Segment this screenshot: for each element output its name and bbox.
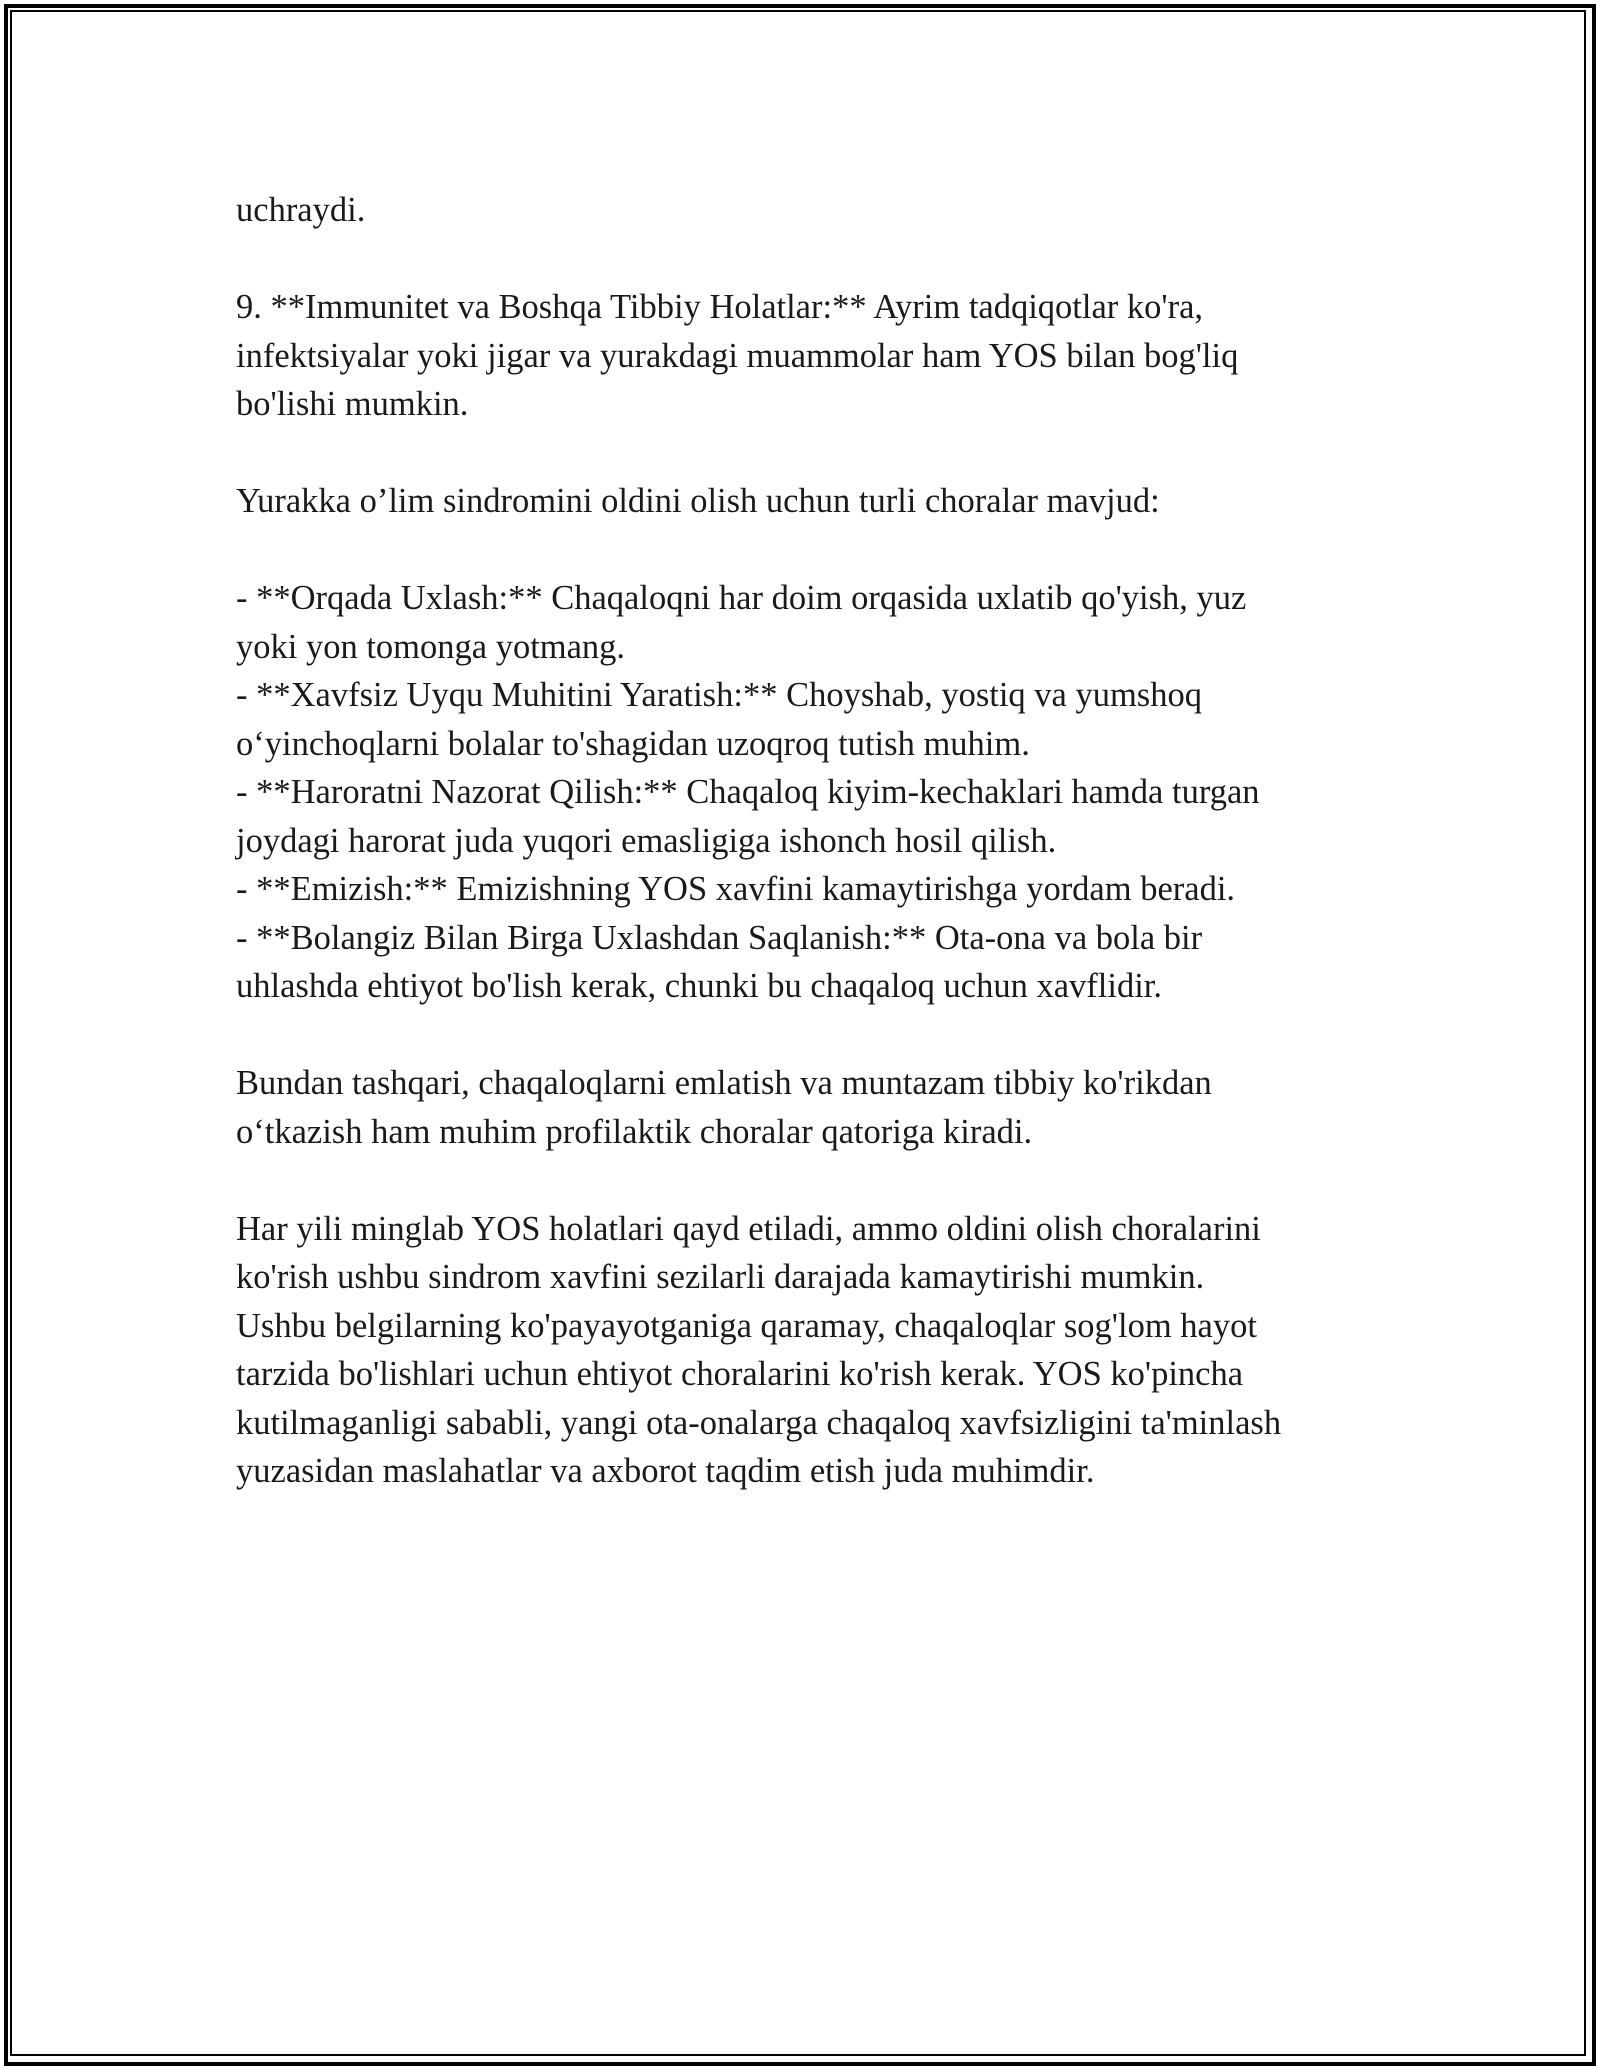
paragraph-gap (236, 429, 1366, 478)
text-line: bo'lishi mumkin. (236, 385, 469, 423)
paragraph-gap (236, 1156, 1366, 1205)
text-line: yuzasidan maslahatlar va axborot taqdim etish juda muhimdir. (236, 1452, 1095, 1490)
text-line: - **Xavfsiz Uyqu Muhitini Yaratish:** Choyshab, yostiq va yumshoq (236, 676, 1202, 714)
text-line: o‘yinchoqlarni bolalar to'shagidan uzoqroq tutish muhim. (236, 724, 1030, 763)
paragraph-gap (236, 526, 1366, 575)
text-line: Bundan tashqari, chaqaloqlarni emlatish va muntazam tibbiy ko'rikdan (236, 1064, 1212, 1102)
text-line: - **Bolangiz Bilan Birga Uxlashdan Saqlanish:** Ota-ona va bola bir (236, 918, 1203, 957)
text-line: yoki yon tomonga yotmang. (236, 627, 626, 666)
paragraph-gap (236, 235, 1366, 284)
text-line: ko'rish ushbu sindrom xavfini sezilarli darajada kamaytirishi mumkin. (236, 1258, 1205, 1296)
text-line: uchraydi. (236, 191, 366, 229)
text-line: infektsiyalar yoki jigar va yurakdagi muammolar ham YOS bilan bog'liq (236, 336, 1239, 375)
text-line: kutilmaganligi sababli, yangi ota-onalarga chaqaloq xavfsizligini ta'minlash (236, 1403, 1282, 1442)
text-line: 9. **Immunitet va Boshqa Tibbiy Holatlar:** Ayrim tadqiqotlar ko'ra, (236, 288, 1204, 326)
text-line: o‘tkazish ham muhim profilaktik choralar qatoriga kiradi. (236, 1112, 1033, 1151)
text-line: Har yili minglab YOS holatlari qayd etiladi, ammo oldini olish choralarini (236, 1209, 1261, 1248)
text-line: - **Emizish:** Emizishning YOS xavfini kamaytirishga yordam beradi. (236, 870, 1236, 908)
document-body (236, 186, 1366, 1496)
text-line: Yurakka o’lim sindromini oldini olish uchun turli choralar mavjud: (236, 482, 1160, 520)
text-line: tarzida bo'lishlari uchun ehtiyot choralarini ko'rish kerak. YOS ko'pincha (236, 1355, 1244, 1393)
text-line: joydagi harorat juda yuqori emasligiga ishonch hosil qilish. (236, 821, 1057, 860)
text-line: Ushbu belgilarning ko'payayotganiga qaramay, chaqaloqlar sog'lom hayot (236, 1306, 1257, 1345)
text-line: - **Haroratni Nazorat Qilish:** Chaqaloq kiyim-kechaklari hamda turgan (236, 773, 1260, 811)
text-line: - **Orqada Uxlash:** Chaqaloqni har doim orqasida uxlatib qo'yish, yuz (236, 579, 1247, 617)
paragraph-gap (236, 1011, 1366, 1060)
text-line: uhlashda ehtiyot bo'lish kerak, chunki bu chaqaloq uchun xavflidir. (236, 967, 1163, 1005)
